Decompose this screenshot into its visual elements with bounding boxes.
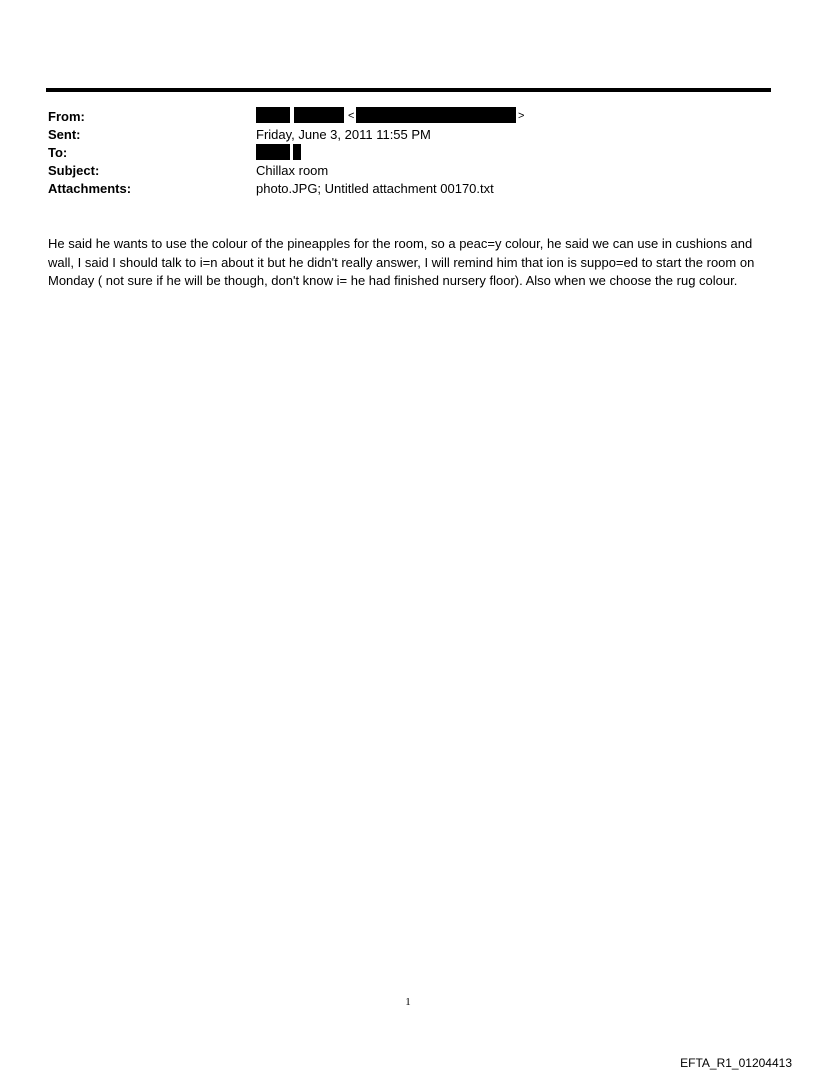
from-open-bracket: <	[348, 110, 355, 122]
header-divider	[46, 88, 771, 92]
redacted-recipient-name	[256, 144, 290, 160]
email-body: He said he wants to use the colour of the pineapples for the room, so a peac=y colour, he said we can use in cushions and wall, I said I should talk to i=n about it but he didn't really answer, I will remind him that ion is suppo=ed to start the room on Monday ( not sure if he will be though, don't know i= he had finished nursery floor). Also when we choose the rug colour.	[48, 236, 755, 288]
attachments-label: Attachments:	[48, 181, 132, 196]
from-close-bracket: >	[518, 110, 525, 122]
to-label: To:	[48, 145, 68, 160]
subject-label: Subject:	[48, 163, 100, 178]
attachments-value: photo.JPG; Untitled attachment 00170.txt	[256, 181, 494, 196]
sent-label: Sent:	[48, 127, 81, 142]
redacted-sender-last-name	[294, 107, 344, 123]
subject-value: Chillax room	[256, 163, 329, 178]
document-id: EFTA_R1_01204413	[680, 1056, 792, 1070]
page-number: 1	[405, 996, 411, 1008]
redacted-sender-email	[356, 107, 516, 123]
from-label: From:	[48, 109, 85, 124]
redacted-sender-first-name	[256, 107, 290, 123]
sent-value: Friday, June 3, 2011 11:55 PM	[256, 127, 431, 142]
redacted-recipient-initial	[293, 144, 301, 160]
